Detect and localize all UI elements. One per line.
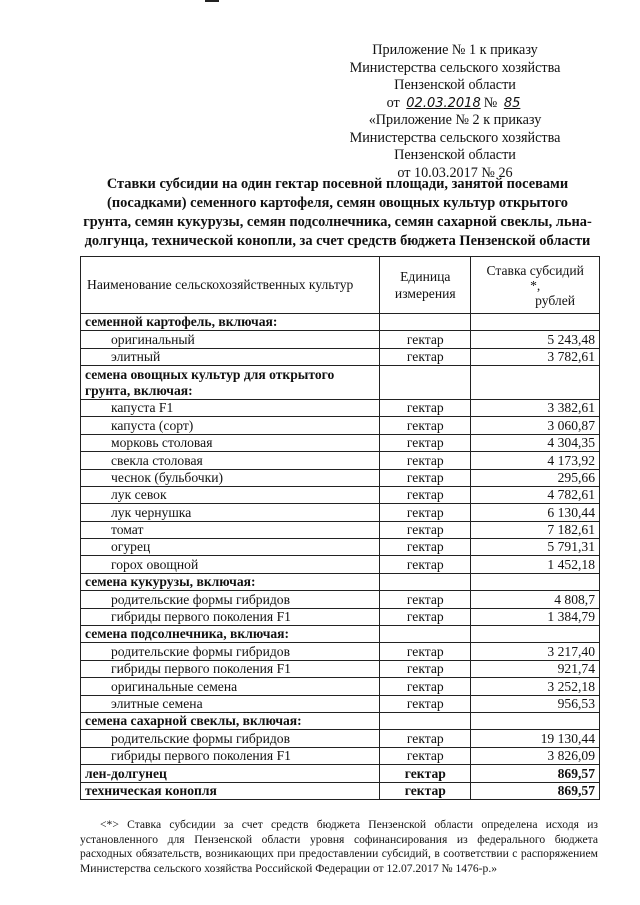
unit-cell: гектар [380, 504, 471, 521]
culture-name-cell: родительские формы гибридов [81, 591, 380, 608]
table-row [81, 486, 600, 503]
rate-cell: 956,53 [471, 695, 600, 712]
category-name-cell: семена кукурузы, включая: [81, 573, 380, 590]
table-body [81, 314, 600, 800]
culture-name-cell: томат [81, 521, 380, 538]
rate-cell: 7 182,61 [471, 521, 600, 538]
rate-cell: 1 452,18 [471, 556, 600, 573]
unit-cell: гектар [380, 434, 471, 451]
table-row [81, 782, 600, 799]
handwritten-order-date: 02.03.2018 [406, 95, 481, 111]
category-name-cell: грунта, включая: [81, 383, 380, 400]
rate-cell: 4 782,61 [471, 486, 600, 503]
header-unit [380, 257, 471, 314]
rate-cell: 4 173,92 [471, 452, 600, 469]
culture-name-cell: гибриды первого поколения F1 [81, 608, 380, 625]
document-title [70, 175, 605, 251]
rate-cell: 3 217,40 [471, 643, 600, 660]
unit-cell: гектар [380, 765, 471, 782]
unit-cell: гектар [380, 608, 471, 625]
culture-name-cell: огурец [81, 539, 380, 556]
table-header-row [81, 257, 600, 314]
culture-name-cell: элитные семена [81, 695, 380, 712]
table-row [81, 452, 600, 469]
table-row [81, 608, 600, 625]
header-unit-line: Единица [400, 269, 451, 284]
rate-cell: 3 382,61 [471, 399, 600, 416]
culture-name-cell: оригинальный [81, 331, 380, 348]
rate-cell [471, 573, 600, 590]
unit-cell: гектар [380, 782, 471, 799]
unit-cell [380, 626, 471, 643]
unit-cell: гектар [380, 486, 471, 503]
culture-name-cell: элитный [81, 348, 380, 365]
header-culture-name: Наименование сельскохозяйственных культур [81, 257, 380, 314]
rate-cell: 5 243,48 [471, 331, 600, 348]
footnote: <*> Ставка субсидии за счет средств бюджета Пензенской области определена исходя из установленного для Пензенской области уровня софинансирования из федерального бюджета расходных обязательств, возникающих при предоставлении субсидий, в соответствии с распоряжением Министерства сельского хозяйства Российской Федерации от 12.07.2017 № 1476-р.» [80, 818, 598, 875]
table-row [81, 678, 600, 695]
unit-cell [380, 314, 471, 331]
rate-cell: 3 060,87 [471, 417, 600, 434]
culture-name-cell: гибриды первого поколения F1 [81, 660, 380, 677]
culture-name-cell: родительские формы гибридов [81, 730, 380, 747]
unit-cell: гектар [380, 521, 471, 538]
title-line: Ставки субсидии на один гектар посевной площади, занятой посевами [106, 176, 569, 192]
title-line: долгунца, технической конопли, за счет средств бюджета Пензенской области [84, 233, 591, 249]
handwritten-order-number: 85 [503, 95, 521, 111]
category-name-cell: семена сахарной свеклы, включая: [81, 712, 380, 729]
culture-name-cell: капуста (сорт) [81, 417, 380, 434]
table-row [81, 383, 600, 400]
table-row [81, 348, 600, 365]
unit-cell: гектар [380, 469, 471, 486]
category-name-cell: семенной картофель, включая: [81, 314, 380, 331]
header-line: «Приложение № 2 к приказу [368, 112, 542, 128]
unit-cell: гектар [380, 331, 471, 348]
title-line: грунта, семян кукурузы, семян подсолнечника, семян сахарной свеклы, льна- [83, 214, 592, 230]
rate-cell: 295,66 [471, 469, 600, 486]
table-row [81, 521, 600, 538]
unit-cell: гектар [380, 730, 471, 747]
rate-cell: 4 304,35 [471, 434, 600, 451]
unit-cell: гектар [380, 399, 471, 416]
unit-cell: гектар [380, 591, 471, 608]
rate-cell: 3 782,61 [471, 348, 600, 365]
table-row [81, 331, 600, 348]
culture-name-cell: лук чернушка [81, 504, 380, 521]
rate-cell: 4 808,7 [471, 591, 600, 608]
title-line: (посадками) семенного картофеля, семян овощных культур открытого [107, 195, 568, 211]
unit-cell: гектар [380, 643, 471, 660]
table-row [81, 765, 600, 782]
header-rate-line: *, [530, 277, 541, 293]
unit-cell: гектар [380, 747, 471, 764]
culture-name-cell: капуста F1 [81, 399, 380, 416]
table-row [81, 730, 600, 747]
header-rate [471, 257, 600, 314]
table-row [81, 712, 600, 729]
table-row [81, 539, 600, 556]
culture-name-cell: гибриды первого поколения F1 [81, 747, 380, 764]
unit-cell [380, 366, 471, 383]
header-line: Пензенской области [394, 147, 516, 163]
rate-cell: 3 826,09 [471, 747, 600, 764]
culture-name-cell: чеснок (бульбочки) [81, 469, 380, 486]
culture-name-cell: родительские формы гибридов [81, 643, 380, 660]
table-row [81, 556, 600, 573]
table-row [81, 504, 600, 521]
table-row [81, 434, 600, 451]
header-line: от 10.03.2017 № 26 [397, 164, 513, 181]
rate-cell: 921,74 [471, 660, 600, 677]
table-row [81, 695, 600, 712]
rate-cell: 19 130,44 [471, 730, 600, 747]
culture-name-cell: горох овощной [81, 556, 380, 573]
rate-cell [471, 366, 600, 383]
unit-cell [380, 383, 471, 400]
culture-name-cell: свекла столовая [81, 452, 380, 469]
header-line: Министерства сельского хозяйства [349, 59, 561, 76]
table-row [81, 314, 600, 331]
rate-cell [471, 626, 600, 643]
appendix-header [330, 42, 580, 182]
header-line: Пензенской области [394, 77, 516, 93]
culture-name-cell: оригинальные семена [81, 678, 380, 695]
header-line: Министерства сельского хозяйства [349, 129, 561, 146]
category-name-cell: семена подсолнечника, включая: [81, 626, 380, 643]
table-row [81, 417, 600, 434]
rate-cell: 3 252,18 [471, 678, 600, 695]
table-row [81, 626, 600, 643]
rate-cell: 1 384,79 [471, 608, 600, 625]
unit-cell: гектар [380, 678, 471, 695]
unit-cell: гектар [380, 539, 471, 556]
order-prefix: от [386, 94, 400, 111]
subsidy-rates-table [80, 256, 600, 800]
header-rate-line: Ставка субсидий [486, 262, 584, 278]
culture-name-cell: морковь столовая [81, 434, 380, 451]
header-rate-line: рублей [535, 292, 575, 308]
unit-cell: гектар [380, 660, 471, 677]
unit-cell: гектар [380, 695, 471, 712]
order-line [330, 95, 580, 113]
unit-cell: гектар [380, 556, 471, 573]
unit-cell: гектар [380, 417, 471, 434]
unit-cell [380, 712, 471, 729]
category-name-cell: лен-долгунец [81, 765, 380, 782]
table-row [81, 469, 600, 486]
unit-cell: гектар [380, 348, 471, 365]
rate-cell: 6 130,44 [471, 504, 600, 521]
table-row [81, 660, 600, 677]
table-row [81, 747, 600, 764]
scan-mark [205, 0, 219, 2]
rate-cell: 869,57 [471, 765, 600, 782]
order-number-prefix: № [483, 94, 498, 111]
header-unit-line: измерения [394, 286, 456, 301]
table-row [81, 573, 600, 590]
rate-cell [471, 712, 600, 729]
unit-cell [380, 573, 471, 590]
table-row [81, 591, 600, 608]
unit-cell: гектар [380, 452, 471, 469]
table-row [81, 399, 600, 416]
category-name-cell: техническая конопля [81, 782, 380, 799]
rate-cell: 5 791,31 [471, 539, 600, 556]
category-name-cell: семена овощных культур для открытого [81, 366, 380, 383]
rate-cell [471, 383, 600, 400]
rate-cell: 869,57 [471, 782, 600, 799]
rate-cell [471, 314, 600, 331]
table-row [81, 366, 600, 383]
culture-name-cell: лук севок [81, 486, 380, 503]
header-line: Приложение № 1 к приказу [372, 42, 538, 58]
table-row [81, 643, 600, 660]
